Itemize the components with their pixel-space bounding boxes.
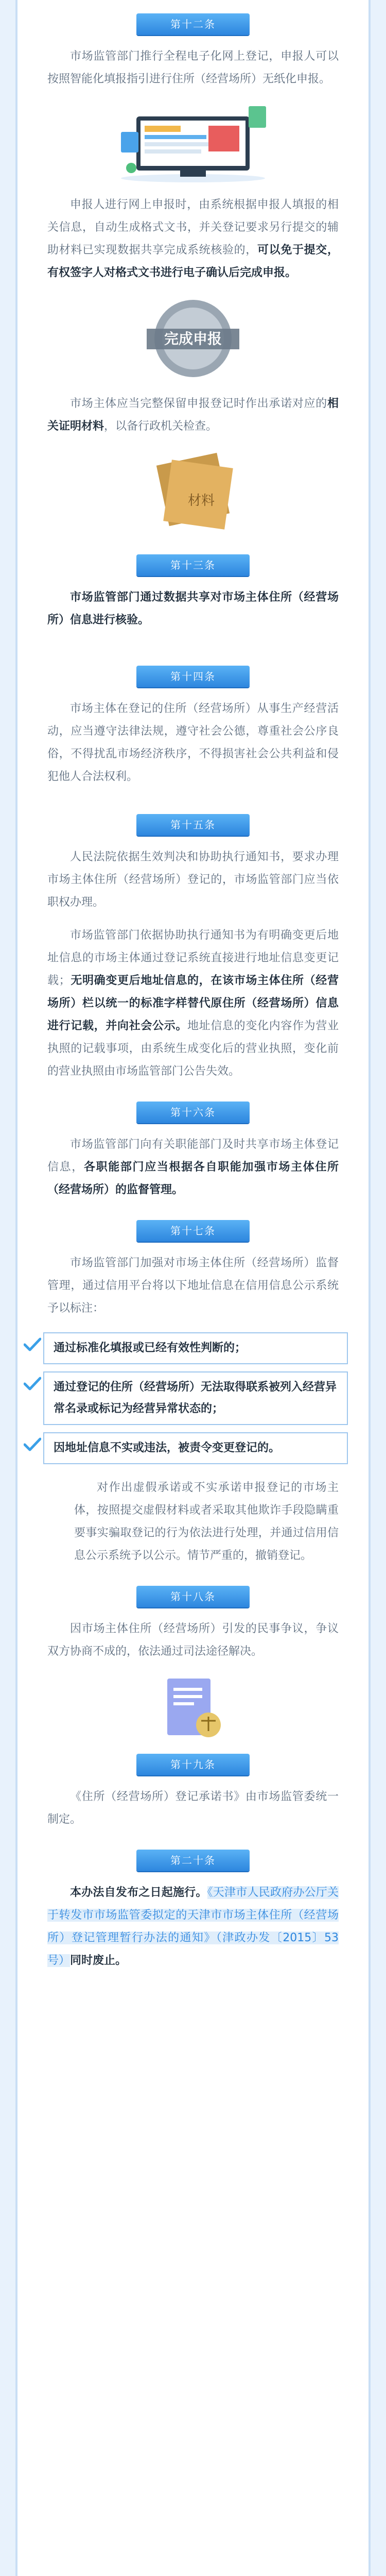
section-17 (47, 1247, 339, 1325)
section-15-tag: 第十五条 (136, 814, 250, 836)
section-19-tag: 第十九条 (136, 1754, 250, 1775)
section-17-tag: 第十七条 (136, 1220, 250, 1242)
section-12-paragraph-1: 市场监管部门推行全程电子化网上登记，申报人可以按照智能化填报指引进行住所（经营场所）无纸化申报。 (47, 50, 339, 86)
check-icon (24, 1377, 41, 1391)
section-16-paragraph-1 (47, 1128, 339, 1207)
section-16-p1-a: 市场监管部门向有关职能部门及时共享市场主体登记信息， (47, 1138, 339, 1174)
check-item (24, 1371, 348, 1425)
section-12-p3-bold: 相关证明材料 (47, 397, 339, 433)
section-18-tag: 第十八条 (136, 1586, 250, 1607)
complete-badge-text: 完成申报 (164, 330, 222, 347)
section-14-tag: 第十四条 (136, 666, 250, 687)
complete-badge-illustration (136, 295, 250, 382)
check-item (24, 1432, 348, 1464)
section-12-p2-bold: 可以免于提交，有权签字人对格式文书进行电子确认后完成申报。 (47, 244, 339, 279)
folder-text: 材料 (188, 493, 215, 509)
section-18-paragraph-1: 因市场主体住所（经营场所）引发的民事争议，争议双方协商不成的，依法通过司法途径解决。 (47, 1622, 339, 1658)
section-20-tag: 第二十条 (136, 1850, 250, 1871)
section-17-checklist (24, 1332, 348, 1464)
section-13-paragraph-1: 市场监管部门通过数据共享对市场主体住所（经营场所）信息进行核验。 (47, 591, 339, 626)
section-15-p2-bold: 无明确变更后地址信息的，在该市场主体住所（经营场所）栏以统一的标准字样替代原住所（经营场所）信息进行记载，并向社会公示。 (47, 974, 339, 1032)
section-20 (47, 1876, 339, 1977)
section-16-p1-bold: 各职能部门应当根据各自职能加强市场主体住所（经营场所）的监督管理。 (47, 1161, 339, 1196)
section-20-p1-quote: 《天津市人民政府办公厅关于转发市市场监管委拟定的天津市市场主体住所（经营场所）登记管理暂行办法的通知》（津政办发〔2015〕53号） (47, 1886, 339, 1967)
content-panel (15, 0, 371, 2576)
section-12-p3-c: ，以备行政机关检查。 (104, 420, 218, 433)
section-12-p3-a: 市场主体应当完整保留申报登记时作出承诺对应的 (70, 397, 327, 410)
section-15-p2-a: 市场监管部门依据协助执行通知书为有明确变更后地址信息的市场主体通过登记系统直接进行地址信息变更记载； (47, 929, 339, 987)
check-item-text: 通过登记的住所（经营场所）无法取得联系被列入经营异常名录或标记为经营异常状态的； (43, 1371, 348, 1425)
section-12-paragraph-2 (47, 189, 339, 290)
check-item-text: 因地址信息不实或违法，被责令变更登记的。 (43, 1432, 348, 1464)
section-19-paragraph-1: 《住所（经营场所）登记承诺书》由市场监管委统一制定。 (47, 1790, 339, 1826)
section-20-p1-bold: 本办法自发布之日起施行。 (70, 1886, 207, 1899)
section-16-tag: 第十六条 (136, 1101, 250, 1123)
section-15-p2-c: 地址信息的变化内容作为营业执照的记载事项，由系统生成变化后的营业执照，变化前的营业执照由市场监管部门公告失效。 (47, 1020, 339, 1078)
section-12-tag: 第十二条 (136, 13, 250, 35)
section-17-tail (74, 1471, 339, 1572)
section-15 (47, 841, 339, 1088)
section-12-p2-normal: 申报人进行网上申报时，由系统根据申报人填报的相关信息，自动生成格式文书，并关登记要求另行提交的辅助材料已实现数据共享完成系统核验的， (47, 198, 339, 257)
section-12 (47, 40, 339, 536)
section-15-paragraph-1: 人民法院依据生效判决和协助执行通知书，要求办理市场主体住所（经营场所）登记的，市场监管部门应当依职权办理。 (47, 851, 339, 909)
check-item (24, 1332, 348, 1364)
section-19 (47, 1781, 339, 1836)
check-icon (24, 1337, 41, 1352)
section-20-p1-tail: 同时废止。 (70, 1954, 127, 1967)
section-17-paragraph-1: 市场监管部门加强对市场主体住所（经营场所）监督管理，通过信用平台将以下地址信息在信用信息公示系统予以标注： (47, 1257, 339, 1315)
section-15-paragraph-2 (47, 919, 339, 1088)
section-13 (47, 581, 339, 637)
check-icon (24, 1437, 41, 1452)
check-item-text: 通过标准化填报或已经有效性判断的； (43, 1332, 348, 1364)
section-16 (47, 1128, 339, 1207)
section-12-row-3 (47, 387, 339, 443)
section-12-paragraph-3 (47, 387, 339, 443)
section-14-paragraph-1: 市场主体在登记的住所（经营场所）从事生产经营活动，应当遵守法律法规，遵守社会公德，尊重社会公序良俗，不得扰乱市场经济秩序，不得损害社会公共利益和侵犯他人合法权利。 (47, 702, 339, 783)
section-13-tag: 第十三条 (136, 554, 250, 576)
computer-form-illustration (116, 101, 270, 183)
section-14 (47, 692, 339, 793)
section-18 (47, 1613, 339, 1745)
section-17-paragraph-2: 对作出虚假承诺或不实承诺申报登记的市场主体，按照提交虚假材料或者采取其他欺诈手段隐瞒重要事实骗取登记的行为依法进行处理，并通过信用信息公示系统予以公示。情节严重的，撤销登记。 (74, 1481, 339, 1562)
folder-illustration (147, 448, 239, 536)
section-20-paragraph-1 (47, 1876, 339, 1977)
document-scale-illustration (157, 1673, 229, 1745)
